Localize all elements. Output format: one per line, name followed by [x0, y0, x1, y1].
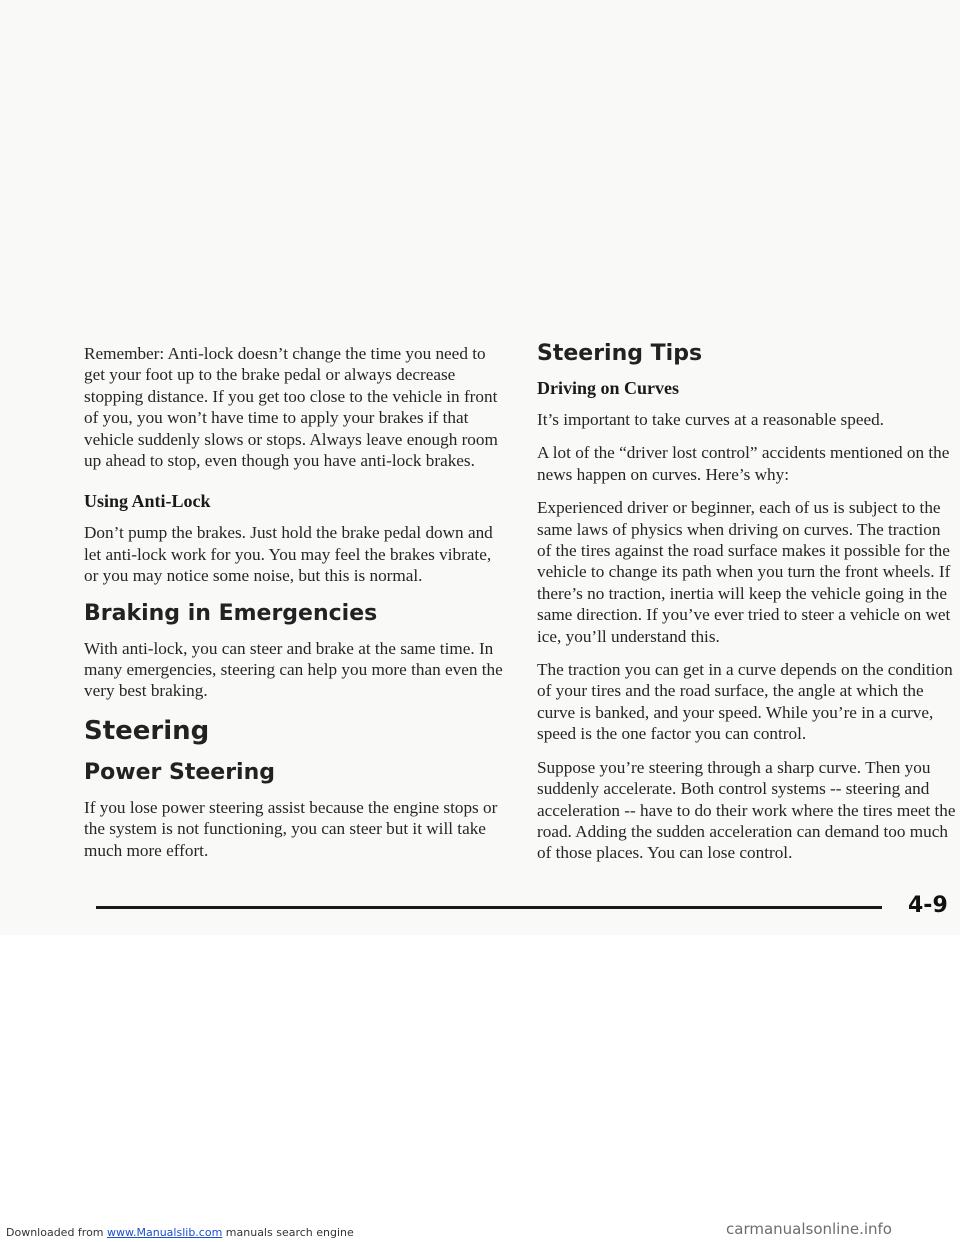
- curves-paragraph: Suppose you’re steering through a sharp curve. Then you suddenly accelerate. Both control systems -- steering and acceleration -- have to do their work where the tires meet the road. Adding the sudden acceleration can demand too much of those places. You can lose control.: [537, 757, 956, 863]
- driving-curves-heading: Driving on Curves: [537, 378, 680, 398]
- left-column: [84, 343, 504, 873]
- manualslib-link[interactable]: www.Manualslib.com: [107, 1226, 223, 1239]
- brand-watermark: carmanualsonline.info: [726, 1220, 892, 1238]
- braking-emergencies-text: With anti-lock, you can steer and brake at the same time. In many emergencies, steering can help you more than even the very best braking.: [84, 638, 503, 701]
- footer-suffix: manuals search engine: [222, 1226, 354, 1239]
- page-number: 4-9: [908, 893, 948, 918]
- footer-prefix: Downloaded from: [6, 1226, 108, 1239]
- braking-emergencies-heading: Braking in Emergencies: [84, 600, 378, 626]
- curves-paragraph: Experienced driver or beginner, each of us is subject to the same laws of physics when driving on curves. The traction of the tires against the road surface makes it possible for the vehicle to change its path when you turn the front wheels. If there’s no traction, inertia will keep the vehicle going in the same direction. If you’ve ever tried to steer a vehicle on wet ice, you’ll understand this.: [537, 498, 951, 646]
- curves-paragraph: It’s important to take curves at a reasonable speed.: [537, 410, 884, 429]
- power-steering-text: If you lose power steering assist because the engine stops or the system is not functioning, you can steer but it will take much more effort.: [84, 797, 498, 860]
- download-footer: [6, 1226, 354, 1239]
- curves-paragraph: A lot of the “driver lost control” accidents mentioned on the news happen on curves. Here’s why:: [537, 443, 950, 484]
- steering-heading: Steering: [84, 715, 210, 746]
- using-antilock-heading: Using Anti-Lock: [84, 491, 211, 512]
- footer-rule: [96, 906, 882, 909]
- intro-paragraph: Remember: Anti-lock doesn’t change the time you need to get your foot up to the brake pedal or always decrease stopping distance. If you get too close to the vehicle in front of you, you won’t have time to apply your brakes if that vehicle suddenly slows or stops. Always leave enough room up ahead to stop, even though you have anti-lock brakes.: [84, 344, 498, 471]
- curves-paragraph: The traction you can get in a curve depends on the condition of your tires and the road surface, the angle at which the curve is banked, and your speed. While you’re in a curve, speed is the one factor you can control.: [537, 660, 953, 744]
- steering-tips-heading: Steering Tips: [537, 341, 703, 366]
- power-steering-heading: Power Steering: [84, 759, 275, 785]
- using-antilock-text: Don’t pump the brakes. Just hold the brake pedal down and let anti-lock work for you. You may feel the brakes vibrate, or you may notice some noise, but this is normal.: [84, 523, 493, 586]
- right-column: [537, 341, 957, 876]
